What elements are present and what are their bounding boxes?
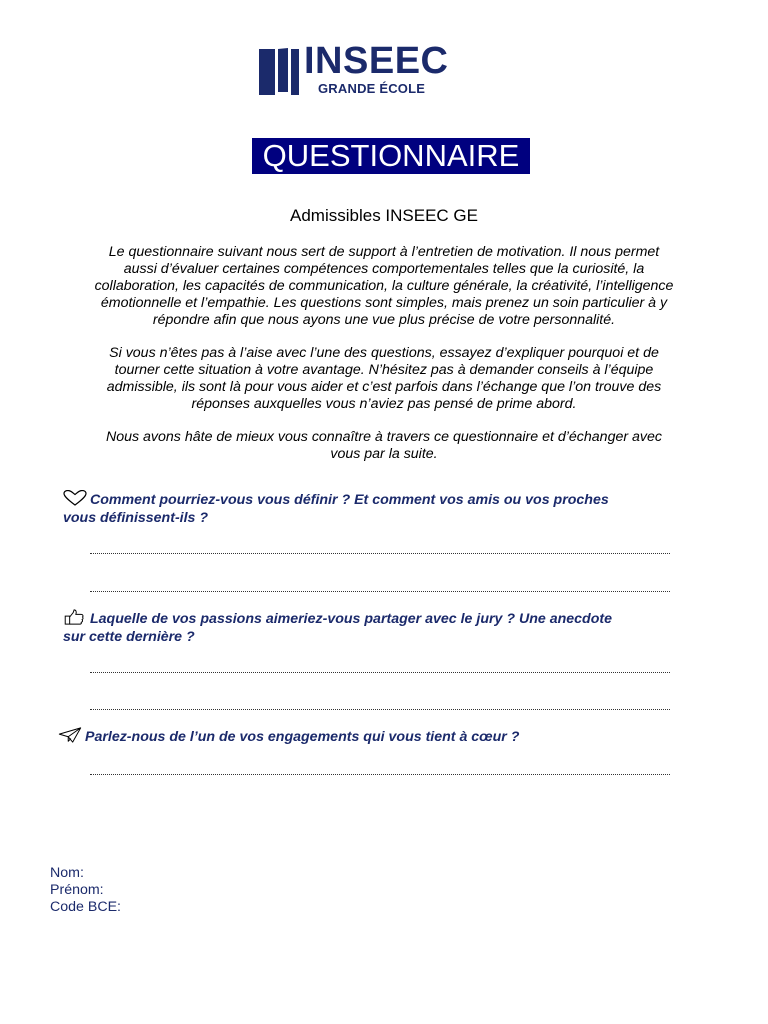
intro-line: Si vous n’êtes pas à l’aise avec l’une des questions, essayez d’expliquer pourquoi et de	[109, 345, 659, 361]
intro-line: vous par la suite.	[330, 446, 438, 462]
question-text: Laquelle de vos passions aimeriez-vous partager avec le jury ? Une anecdote	[90, 611, 612, 627]
question-text: vous définissent-ils ?	[63, 510, 209, 526]
intro-paragraph-1	[62, 244, 706, 329]
heart-icon	[63, 490, 87, 506]
nom-label: Nom:	[50, 865, 84, 881]
answer-line[interactable]	[90, 553, 670, 554]
logo-name: INSEEC	[304, 40, 449, 82]
answer-line[interactable]	[90, 774, 670, 775]
intro-line: aussi d’évaluer certaines compétences comportementales telles que la curiosité, la	[123, 261, 645, 277]
intro-paragraph-3	[62, 429, 706, 463]
question-text: Comment pourriez-vous vous définir ? Et comment vos amis ou vos proches	[90, 492, 609, 508]
question-text: sur cette dernière ?	[63, 629, 195, 645]
intro-line: émotionnelle et l’empathie. Les questions sont simples, mais prenez un soin particulier à y	[100, 295, 668, 311]
answer-line[interactable]	[90, 591, 670, 592]
intro-line: tourner cette situation à votre avantage. N’hésitez pas à demander conseils à l’équipe	[114, 362, 654, 378]
intro-line: réponses auxquelles vous n’aviez pas pensé de prime abord.	[191, 396, 577, 412]
question-1	[63, 490, 703, 527]
answer-line[interactable]	[90, 709, 670, 710]
intro-line: collaboration, les capacités de communication, la culture générale, la créativité, l’intelligence	[94, 278, 674, 294]
question-3	[58, 727, 698, 746]
page-subtitle: Admissibles INSEEC GE	[290, 206, 478, 225]
intro-line: répondre afin que nous ayons une vue plus précise de votre personnalité.	[152, 312, 616, 328]
intro-paragraph-2	[62, 345, 706, 413]
intro-line: admissible, ils sont là pour vous aider et c’est parfois dans l’échange que l’on trouve des	[106, 379, 662, 395]
question-2	[63, 609, 703, 646]
answer-line[interactable]	[90, 672, 670, 673]
intro-line: Le questionnaire suivant nous sert de support à l’entretien de motivation. Il nous permet	[108, 244, 660, 260]
thumbs-up-icon	[63, 609, 87, 625]
paper-plane-icon	[58, 727, 82, 743]
page-title: QUESTIONNAIRE	[252, 138, 530, 174]
intro-line: Nous avons hâte de mieux vous connaître à travers ce questionnaire et d’échanger avec	[105, 429, 662, 445]
code-bce-label: Code BCE:	[50, 899, 121, 915]
question-text: Parlez-nous de l’un de vos engagements qui vous tient à cœur ?	[85, 729, 520, 745]
logo-mark-icon	[259, 45, 299, 95]
logo-tagline: GRANDE ÉCOLE	[318, 81, 426, 96]
prenom-label: Prénom:	[50, 882, 104, 898]
